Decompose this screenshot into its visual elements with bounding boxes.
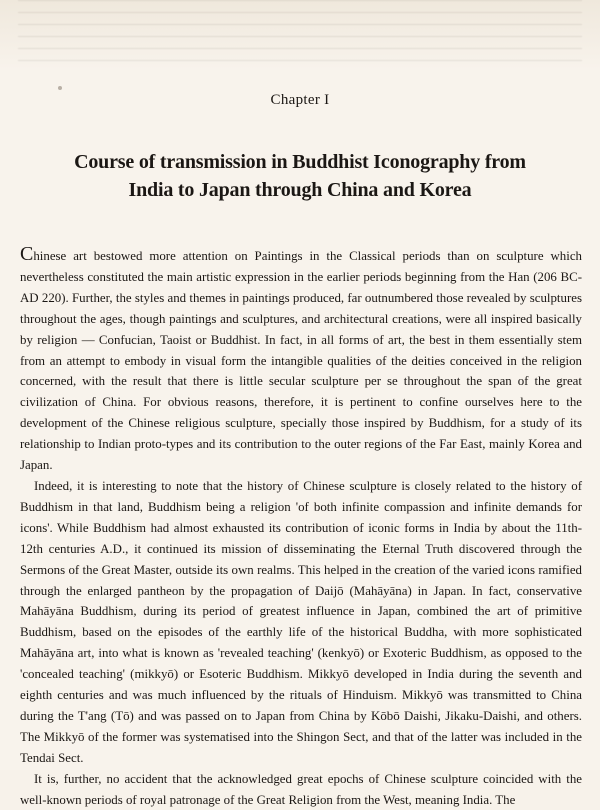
paragraph-2: Indeed, it is interesting to note that the history of Chinese sculpture is closely related to the history of Buddhism in that land, Buddhism being a religion 'of both infinite compassion and infinite demands for icons'. While Buddhism had almost exhausted its contribution of iconic forms in India by about the 11th-12th centuries A.D., it continued its mission of disseminating the Eternal Truth discovered through the Sermons of the Great Master, outside its own realms. This helped in the creation of the varied icons ramified through the enlarged pantheon by the propagation of Daijō (Mahāyāna) in Japan. In fact, conservative Mahāyāna Buddhism, during its period of greatest influence in Japan, combined the art of primitive Buddhism, based on the episodes of the earthly life of the historical Buddha, with more sophisticated Mahāyāna art, into what is known as 'revealed teaching' (kenkyō) or Exoteric Buddhism, as opposed to the 'concealed teaching' (mikkyō) or Esoteric Buddhism. Mikkyō developed in India during the seventh and eighth centuries and was much influenced by the rituals of Hinduism. Mikkyō was transmitted to China during the T'ang (Tō) and was passed on to Japan from China by Kōbō Daishi, Jikaku-Daishi, and others. The Mikkyō of the former was systematised into the Shingon Sect, and that of the latter was included in the Tendai Sect. [20, 478, 582, 765]
chapter-heading: Chapter I [270, 92, 330, 108]
paragraph-1-text: hinese art bestowed more attention on Paintings in the Classical periods than on sculpture which nevertheless constituted the main artistic expression in the earlier periods beginning from the Han (206 BC-AD 220). Further, the styles and themes in paintings produced, far outnumbered those revealed by sculptures throughout the ages, though paintings and sculptures, and architectural creations, were all inspired basically by religion — Confucian, Taoist or Buddhist. In fact, in all forms of art, the best in them essentially stem from an attempt to embody in visual form the intangible qualities of the deities conceived in the religion concerned, with the result that there is little secular sculpture per se throughout the span of the great civilization of China. For obvious reasons, therefore, it is pertinent to confine ourselves here to the development of the Chinese religious sculpture, specially those inspired by Buddhism, for a study of its relationship to Indian proto-types and its contribution to the outer regions of the Far East, mainly Korea and Japan. [20, 249, 582, 473]
drop-cap: C [20, 243, 34, 265]
chapter-title [40, 148, 560, 204]
paragraph-1 [20, 244, 582, 476]
body-text [20, 244, 582, 810]
bleed-through-text [18, 0, 582, 62]
chapter-title-line-2: India to Japan through China and Korea [128, 179, 472, 201]
chapter-title-line-1: Course of transmission in Buddhist Iconography from [74, 151, 526, 173]
ink-spot [58, 86, 62, 90]
paragraph-3: It is, further, no accident that the acknowledged great epochs of Chinese sculpture coincided with the well-known periods of royal patronage of the Great Religion from the West, meaning India. The [20, 771, 582, 807]
